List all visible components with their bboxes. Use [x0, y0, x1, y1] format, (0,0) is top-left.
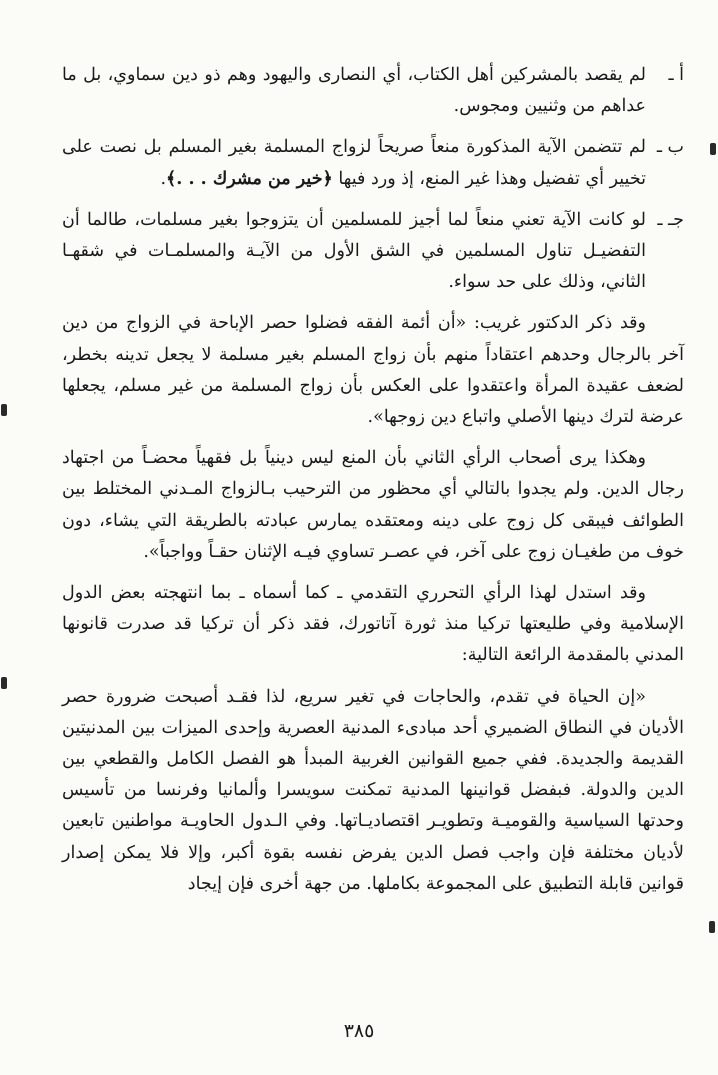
- list-marker: أ ـ: [668, 65, 684, 85]
- scan-edge-mark: [710, 143, 716, 155]
- page-number: ٣٨٥: [343, 1020, 375, 1042]
- spacer: [62, 568, 684, 578]
- spacer: [62, 195, 684, 205]
- paragraph-turkey: وقد استدل لهذا الرأي التحرري التقدمي ـ كما أسماه ـ بما انتهجته بعض الدول الإسلامية وفي طليعتها تركيا منذ ثورة آتاتورك، فقد ذكر أن تركيا قد صدرت قانونها المدني بالمقدمة الرائعة التالية:: [62, 583, 684, 666]
- list-item-jim: [62, 205, 684, 299]
- list-item-text: لو كانت الآية تعني منعاً لما أجيز للمسلمين أن يتزوجوا بغير مسلمات، طالما أن التفضيـل تناول المسلمين في الشق الأول من الآيـة والمسلمـات في شقهـا الثاني، وذلك على حد سواء.: [62, 209, 646, 293]
- page-body: [62, 60, 684, 900]
- list-item-alef: [62, 60, 684, 122]
- spacer: [62, 433, 684, 443]
- list-item-text: لم تتضمن الآية المذكورة منعاً صريحاً لزواج المسلمة بغير المسلم بل نصت على تخيير أي تفضيل وهذا غير المنع، إذ ورد فيها: [62, 137, 646, 189]
- list-item-end: .: [160, 168, 167, 189]
- spacer: [62, 672, 684, 682]
- scan-edge-mark: [1, 677, 7, 689]
- list-item-ba: [62, 132, 684, 194]
- spacer: [62, 122, 684, 132]
- list-item-text: لم يقصد بالمشركين أهل الكتاب، أي النصارى واليهود وهم ذو دين سماوي، بل ما عداهم من وثنيين ومجوس.: [62, 65, 646, 117]
- paragraph-second-opinion: وهكذا يرى أصحاب الرأي الثاني بأن المنع ليس دينياً بل فقهياً محضـاً من اجتهاد رجال الدين. ولم يجدوا بالتالي أي محظور من الترحيب بـالزواج المـدني المختلط بين الطوائف فيبقى كل زوج على دينه ومعتقده يمارس عبادته بالطريقة التي يشاء، دون خوف من طغيـان زوج على آخر، في عصـر تساوي فيـه الإثنان حقـاً وواجباً».: [62, 448, 684, 562]
- list-marker: جـ ـ: [657, 209, 684, 230]
- paragraph-dr-gharib: وقد ذكر الدكتور غريب: «أن أئمة الفقه فضلوا حصر الإباحة في الزواج من دين آخر بالرجال وحدهم اعتقاداً منهم بأن زواج المسلم بغير مسلمة لا يجعل تدينه بخطر، لضعف عقيدة المرأة واعتقدوا على العكس بأن زواج المسلمة من غير مسلم، يجعلها عرضة لترك دينها الأصلي واتباع دين زوجها».: [62, 313, 684, 428]
- quran-quote: ﴿خير من مشرك . . .﴾: [166, 168, 333, 189]
- spacer: [62, 298, 684, 308]
- scan-edge-mark: [709, 921, 715, 933]
- list-marker: ب ـ: [656, 137, 684, 158]
- paragraph-quote-civil-law: «إن الحياة في تقدم، والحاجات في تغير سريع، لذا فقـد أصبحت ضرورة حصر الأديان في النطاق الضميري أحد مبادىء المدنية العصرية وإحدى الميزات بين المدنيتين القديمة والجديدة. ففي جميع القوانين الغربية المبدأ هو الفصل الكامل والقطعي بين الدين والدولة. فبفضل قوانينها المدنية تمكنت سويسرا وألمانيا وفرنسا من تأسيس وحدتها السياسية والقوميـة وتطويـر اقتصاديـاتها. وفي الـدول الحاويـة مواطنين تابعين لأديان مختلفة فإن واجب فصل الدين يفرض نفسه بقوة أكبر، وإلا فلا يمكن إصدار قوانين قابلة التطبيق على المجموعة بكاملها. من جهة أخرى فإن إيجاد: [62, 686, 684, 894]
- scan-edge-mark: [1, 404, 7, 416]
